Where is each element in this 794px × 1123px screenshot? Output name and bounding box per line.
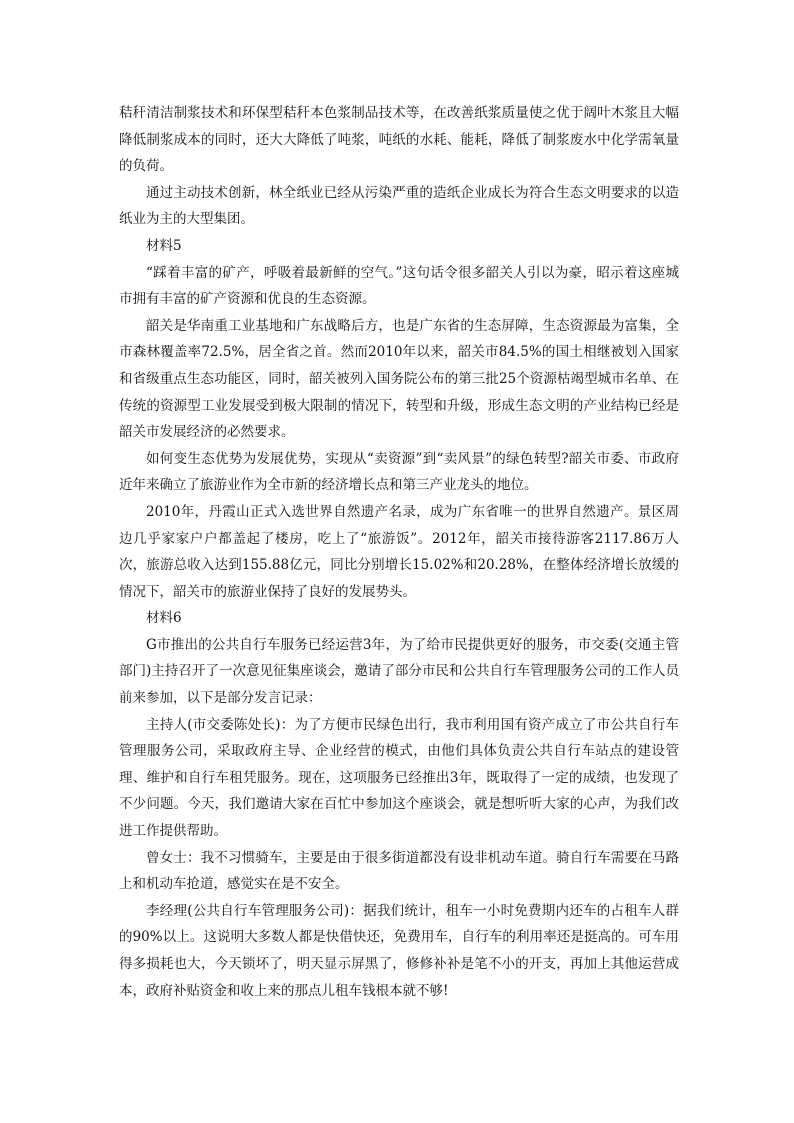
paragraph: 韶关是华南重工业基地和广东战略后方，也是广东省的生态屏障，生态资源最为富集，全市森林覆盖率72.5%，居全省之首。然而2010年以来，韶关市84.5%的国土相继被划入国家和省级重点生态功能区，同时，韶关被列入国务院公布的第三批25个资源枯竭型城市名单、在传统的资源型工业发展受到极大限制的情况下，转型和升级，形成生态文明的产业结构已经是韶关市发展经济的必然要求。 [119, 317, 679, 441]
paragraph: 2010年，丹霞山正式入选世界自然遗产名录，成为广东省唯一的世界自然遗产。景区周边几乎家家户户都盖起了楼房，吃上了“旅游饭”。2012年，韶关市接待游客2117.86万人次，旅游总收入达到155.88亿元，同比分别增长15.02%和20.28%，在整体经济增长放缓的情况下，韶关市的旅游业保持了良好的发展势头。 [119, 503, 679, 600]
paragraph: 主持人(市交委陈处长)：为了方便市民绿色出行，我市利用国有资产成立了市公共自行车管理服务公司，采取政府主导、企业经营的模式，由他们具体负责公共自行车站点的建设管理、维护和自行车租凭服务。现在，这项服务已经推出3年，既取得了一定的成绩，也发现了不少问题。今天，我们邀请大家在百忙中参加这个座谈会，就是想听听大家的心声，为我们改进工作提供帮助。 [119, 716, 679, 840]
document-page [119, 100, 679, 1004]
paragraph: G市推出的公共自行车服务已经运营3年，为了给市民提供更好的服务，市交委(交通主管部门)主持召开了一次意见征集座谈会，邀请了部分市民和公共自行车管理服务公司的工作人员前来参加，以下是部分发言记录： [119, 636, 679, 707]
paragraph: 李经理(公共自行车管理服务公司)：据我们统计，租车一小时免费期内还车的占租车人群的90%以上。这说明大多数人都是快借快还，免费用车，自行车的利用率还是挺高的。可车用得多损耗也大，今天锁坏了，明天显示屏黑了，修修补补是笔不小的开支，再加上其他运营成本，政府补贴资金和收上来的那点儿租车钱根本就不够! [119, 902, 679, 999]
section-heading: 材料6 [146, 610, 182, 627]
paragraph: 如何变生态优势为发展优势，实现从“卖资源”到“卖风景”的绿色转型?韶关市委、市政府近年来确立了旅游业作为全市新的经济增长点和第三产业龙头的地位。 [119, 450, 679, 494]
paragraph: 曾女士：我不习惯骑车，主要是由于很多街道都没有设非机动车道。骑自行车需要在马路上和机动车抢道，感觉实在是不安全。 [119, 849, 679, 893]
paragraph: “踩着丰富的矿产，呼吸着最新鲜的空气。”这句话令很多韶关人引以为豪，昭示着这座城市拥有丰富的矿产资源和优良的生态资源。 [119, 264, 679, 308]
section-heading: 材料5 [146, 237, 182, 254]
paragraph: 通过主动技术创新，林全纸业已经从污染严重的造纸企业成长为符合生态文明要求的以造纸业为主的大型集团。 [119, 184, 679, 228]
paragraph: 秸秆清洁制浆技术和环保型秸秆本色浆制品技术等，在改善纸浆质量使之优于阔叶木浆且大幅降低制浆成本的同时，还大大降低了吨浆，吨纸的水耗、能耗，降低了制浆废水中化学需氧量的负荷。 [119, 105, 679, 175]
